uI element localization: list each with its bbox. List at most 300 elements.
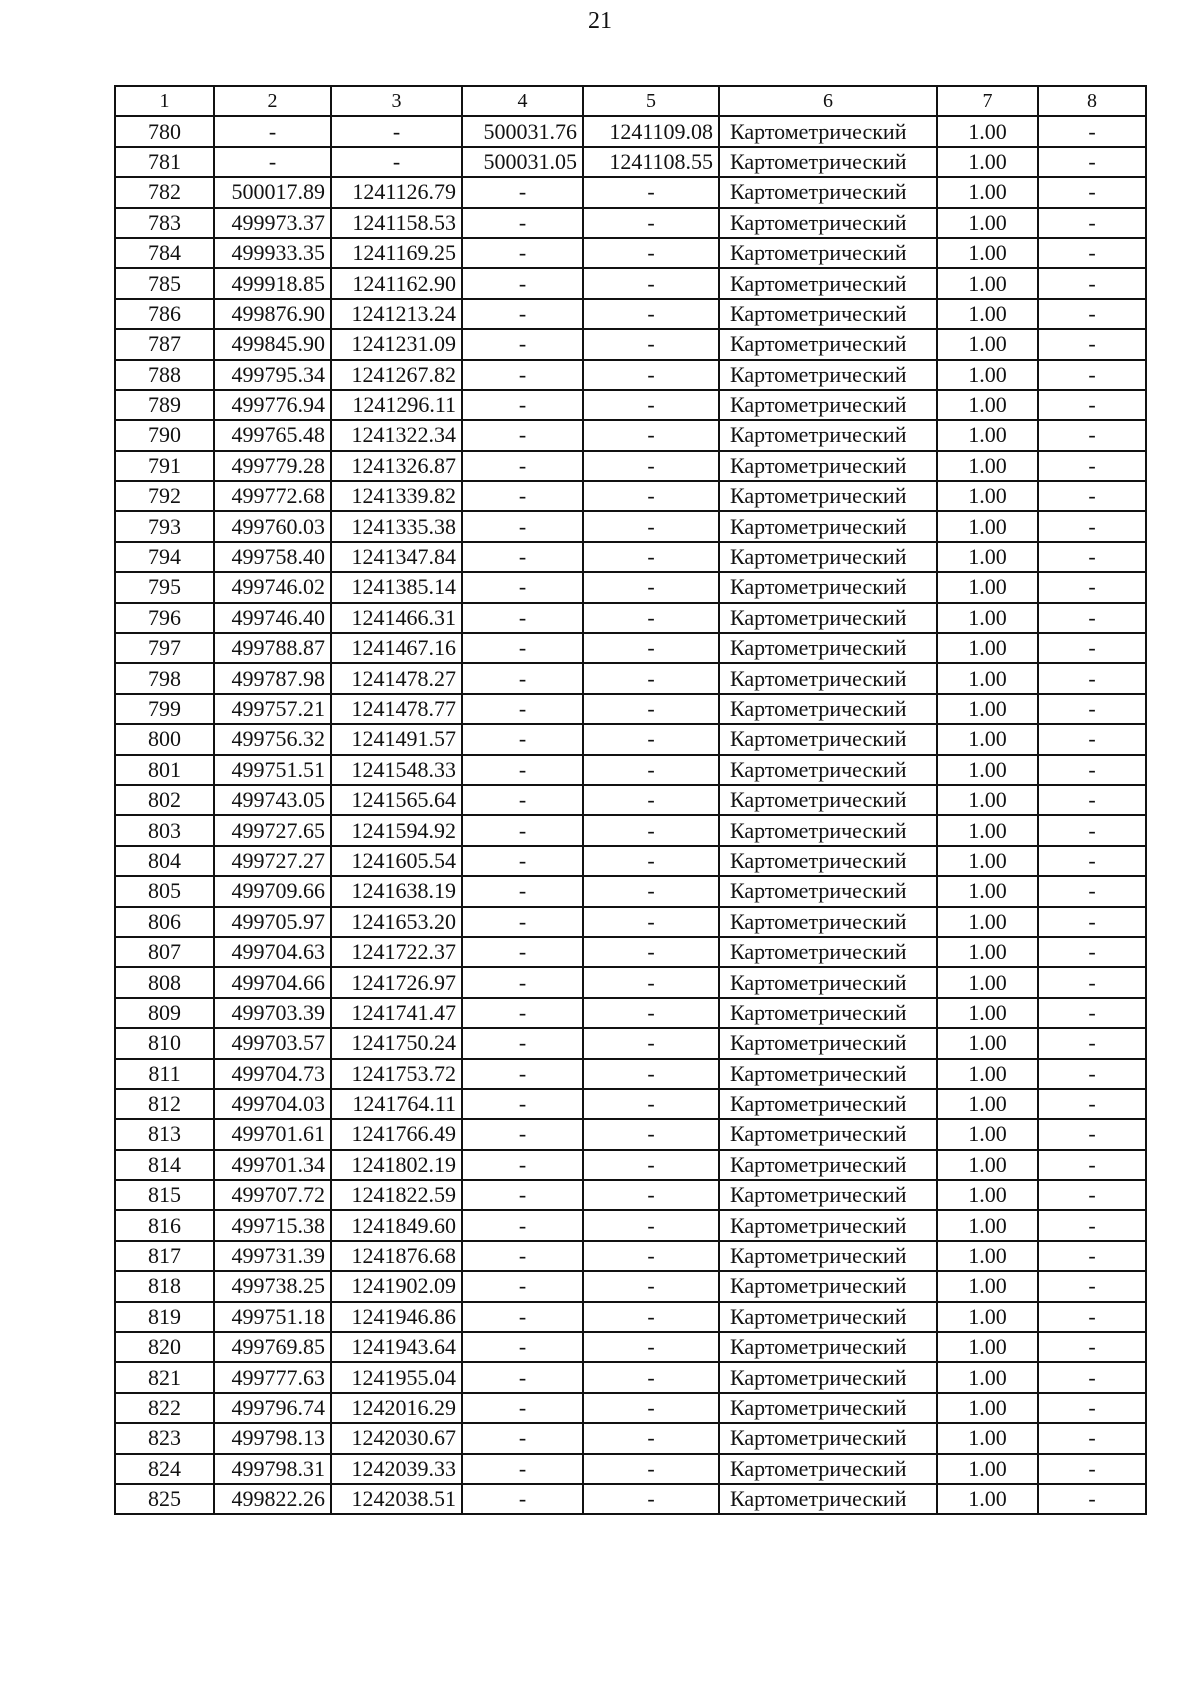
table-row — [115, 147, 1146, 177]
table-cell: 1.00 — [937, 238, 1038, 268]
table-cell: - — [1038, 937, 1146, 967]
table-cell: 803 — [115, 815, 214, 845]
table-cell: 1.00 — [937, 542, 1038, 572]
table-cell: - — [583, 268, 719, 298]
table-cell: - — [462, 299, 583, 329]
table-cell: - — [583, 1484, 719, 1514]
table-cell: - — [1038, 268, 1146, 298]
table-cell: 1.00 — [937, 1119, 1038, 1149]
table-cell: - — [583, 937, 719, 967]
table-cell: 1241802.19 — [331, 1150, 462, 1180]
table-row — [115, 451, 1146, 481]
table-cell: - — [1038, 663, 1146, 693]
table-row — [115, 1210, 1146, 1240]
table-cell: 1241822.59 — [331, 1180, 462, 1210]
table-cell: 499845.90 — [214, 329, 331, 359]
table-cell: - — [462, 238, 583, 268]
table-cell: Картометрический — [719, 1028, 937, 1058]
table-cell: - — [462, 268, 583, 298]
table-row — [115, 998, 1146, 1028]
table-cell: - — [1038, 907, 1146, 937]
table-row — [115, 1119, 1146, 1149]
table-cell: 1241638.19 — [331, 876, 462, 906]
table-cell: - — [462, 329, 583, 359]
table-cell: - — [1038, 1241, 1146, 1271]
table-row — [115, 1393, 1146, 1423]
table-cell: - — [1038, 208, 1146, 238]
table-cell: 1241849.60 — [331, 1210, 462, 1240]
table-cell: 499973.37 — [214, 208, 331, 238]
table-cell: - — [583, 542, 719, 572]
table-cell: 1241653.20 — [331, 907, 462, 937]
table-cell: - — [1038, 694, 1146, 724]
table-cell: - — [583, 1362, 719, 1392]
table-cell: 1241766.49 — [331, 1119, 462, 1149]
table-cell: 811 — [115, 1059, 214, 1089]
table-cell: - — [1038, 116, 1146, 146]
table-cell: - — [583, 724, 719, 754]
table-cell: - — [1038, 846, 1146, 876]
table-cell: - — [462, 785, 583, 815]
table-cell: 1241267.82 — [331, 360, 462, 390]
column-header: 1 — [115, 86, 214, 116]
table-cell: - — [462, 1241, 583, 1271]
table-row — [115, 1362, 1146, 1392]
table-cell: Картометрический — [719, 1180, 937, 1210]
table-cell: 817 — [115, 1241, 214, 1271]
table-row — [115, 937, 1146, 967]
table-row — [115, 663, 1146, 693]
table-cell: - — [1038, 360, 1146, 390]
table-cell: 1.00 — [937, 1241, 1038, 1271]
table-row — [115, 542, 1146, 572]
table-cell: 499765.48 — [214, 420, 331, 450]
table-cell: - — [1038, 1332, 1146, 1362]
table-cell: 499757.21 — [214, 694, 331, 724]
table-cell: 500031.76 — [462, 116, 583, 146]
table-cell: - — [462, 1362, 583, 1392]
table-cell: 1.00 — [937, 694, 1038, 724]
table-cell: Картометрический — [719, 299, 937, 329]
table-cell: - — [1038, 1393, 1146, 1423]
table-header-row — [115, 86, 1146, 116]
table-cell: - — [583, 1059, 719, 1089]
table-cell: - — [1038, 1089, 1146, 1119]
table-cell: 1.00 — [937, 663, 1038, 693]
table-cell: 1241339.82 — [331, 481, 462, 511]
table-row — [115, 1271, 1146, 1301]
table-cell: 806 — [115, 907, 214, 937]
table-row — [115, 1241, 1146, 1271]
table-cell: 500017.89 — [214, 177, 331, 207]
table-cell: - — [462, 360, 583, 390]
table-row — [115, 268, 1146, 298]
table-cell: Картометрический — [719, 846, 937, 876]
table-cell: 1.00 — [937, 846, 1038, 876]
table-cell: - — [1038, 1454, 1146, 1484]
table-cell: - — [583, 1119, 719, 1149]
table-row — [115, 238, 1146, 268]
table-cell: 1241478.27 — [331, 663, 462, 693]
table-cell: 1.00 — [937, 481, 1038, 511]
table-cell: Картометрический — [719, 1059, 937, 1089]
table-cell: 499727.65 — [214, 815, 331, 845]
table-cell: 1.00 — [937, 1059, 1038, 1089]
table-cell: 814 — [115, 1150, 214, 1180]
table-cell: 1.00 — [937, 177, 1038, 207]
table-cell: - — [583, 967, 719, 997]
table-cell: - — [583, 177, 719, 207]
table-cell: - — [331, 147, 462, 177]
table-row — [115, 1423, 1146, 1453]
table-cell: - — [1038, 998, 1146, 1028]
table-cell: 801 — [115, 755, 214, 785]
table-cell: - — [462, 1150, 583, 1180]
table-cell: Картометрический — [719, 572, 937, 602]
table-cell: 1.00 — [937, 1302, 1038, 1332]
table-cell: - — [583, 238, 719, 268]
table-row — [115, 299, 1146, 329]
table-row — [115, 785, 1146, 815]
table-cell: 499798.13 — [214, 1423, 331, 1453]
table-cell: 1241296.11 — [331, 390, 462, 420]
table-cell: - — [462, 694, 583, 724]
column-header: 6 — [719, 86, 937, 116]
table-cell: 499743.05 — [214, 785, 331, 815]
table-cell: 1241726.97 — [331, 967, 462, 997]
table-cell: - — [331, 116, 462, 146]
table-row — [115, 420, 1146, 450]
table-row — [115, 511, 1146, 541]
table-cell: 819 — [115, 1302, 214, 1332]
table-cell: 1241126.79 — [331, 177, 462, 207]
table-cell: Картометрический — [719, 177, 937, 207]
table-cell: 1.00 — [937, 815, 1038, 845]
table-cell: - — [1038, 755, 1146, 785]
table-cell: 499758.40 — [214, 542, 331, 572]
table-cell: 1241231.09 — [331, 329, 462, 359]
table-cell: 1.00 — [937, 724, 1038, 754]
table-cell: - — [1038, 1423, 1146, 1453]
table-cell: 809 — [115, 998, 214, 1028]
table-cell: - — [583, 390, 719, 420]
table-cell: 499795.34 — [214, 360, 331, 390]
table-cell: - — [583, 755, 719, 785]
table-cell: - — [583, 1302, 719, 1332]
table-cell: - — [1038, 1150, 1146, 1180]
table-cell: 499772.68 — [214, 481, 331, 511]
table-cell: - — [583, 876, 719, 906]
table-cell: 1.00 — [937, 451, 1038, 481]
table-cell: 1241108.55 — [583, 147, 719, 177]
table-cell: - — [462, 542, 583, 572]
table-cell: - — [583, 208, 719, 238]
column-header: 2 — [214, 86, 331, 116]
table-cell: - — [462, 511, 583, 541]
table-cell: 499746.40 — [214, 603, 331, 633]
table-cell: 499709.66 — [214, 876, 331, 906]
table-cell: - — [462, 451, 583, 481]
table-cell: Картометрический — [719, 876, 937, 906]
table-cell: 1241565.64 — [331, 785, 462, 815]
table-cell: - — [462, 1271, 583, 1301]
table-cell: - — [462, 1393, 583, 1423]
table-cell: 1241169.25 — [331, 238, 462, 268]
table-cell: - — [583, 1332, 719, 1362]
table-cell: - — [583, 1271, 719, 1301]
table-body — [115, 116, 1146, 1514]
table-cell: - — [583, 694, 719, 724]
table-cell: 1241753.72 — [331, 1059, 462, 1089]
table-cell: - — [1038, 572, 1146, 602]
table-cell: - — [1038, 420, 1146, 450]
table-cell: 1241548.33 — [331, 755, 462, 785]
column-header: 3 — [331, 86, 462, 116]
table-cell: 780 — [115, 116, 214, 146]
table-cell: 1241162.90 — [331, 268, 462, 298]
table-cell: 818 — [115, 1271, 214, 1301]
table-cell: 799 — [115, 694, 214, 724]
table-cell: Картометрический — [719, 329, 937, 359]
table-cell: 1241347.84 — [331, 542, 462, 572]
table-cell: 1.00 — [937, 1271, 1038, 1301]
table-cell: 499776.94 — [214, 390, 331, 420]
table-cell: 795 — [115, 572, 214, 602]
table-row — [115, 907, 1146, 937]
column-header: 4 — [462, 86, 583, 116]
table-cell: Картометрический — [719, 1089, 937, 1119]
table-cell: Картометрический — [719, 785, 937, 815]
table-cell: - — [1038, 1484, 1146, 1514]
table-row — [115, 390, 1146, 420]
table-cell: - — [583, 998, 719, 1028]
table-cell: Картометрический — [719, 907, 937, 937]
table-cell: 1241335.38 — [331, 511, 462, 541]
table-cell: - — [1038, 967, 1146, 997]
table-cell: - — [1038, 329, 1146, 359]
table-cell: - — [1038, 1302, 1146, 1332]
table-cell: 813 — [115, 1119, 214, 1149]
table-cell: 1.00 — [937, 420, 1038, 450]
table-cell: Картометрический — [719, 998, 937, 1028]
table-cell: Картометрический — [719, 694, 937, 724]
table-cell: 1.00 — [937, 633, 1038, 663]
table-cell: - — [583, 1241, 719, 1271]
table-cell: 789 — [115, 390, 214, 420]
table-cell: 499876.90 — [214, 299, 331, 329]
table-cell: 794 — [115, 542, 214, 572]
table-cell: 500031.05 — [462, 147, 583, 177]
table-cell: 1.00 — [937, 967, 1038, 997]
table-cell: 1.00 — [937, 876, 1038, 906]
table-cell: - — [583, 1028, 719, 1058]
table-cell: Картометрический — [719, 1302, 937, 1332]
table-cell: 499760.03 — [214, 511, 331, 541]
table-cell: - — [1038, 1271, 1146, 1301]
table-cell: 1241955.04 — [331, 1362, 462, 1392]
column-header: 7 — [937, 86, 1038, 116]
table-cell: - — [583, 1423, 719, 1453]
table-cell: - — [583, 603, 719, 633]
table-cell: - — [583, 907, 719, 937]
table-cell: 1.00 — [937, 603, 1038, 633]
table-row — [115, 360, 1146, 390]
table-cell: 810 — [115, 1028, 214, 1058]
table-cell: - — [1038, 785, 1146, 815]
table-cell: Картометрический — [719, 238, 937, 268]
table-cell: - — [462, 603, 583, 633]
table-cell: - — [583, 1454, 719, 1484]
table-cell: 499707.72 — [214, 1180, 331, 1210]
table-cell: 1241876.68 — [331, 1241, 462, 1271]
table-cell: 1.00 — [937, 1210, 1038, 1240]
table-cell: 786 — [115, 299, 214, 329]
table-cell: - — [583, 511, 719, 541]
table-cell: 499738.25 — [214, 1271, 331, 1301]
table-cell: 822 — [115, 1393, 214, 1423]
table-cell: 499715.38 — [214, 1210, 331, 1240]
table-cell: 1.00 — [937, 329, 1038, 359]
table-cell: - — [462, 663, 583, 693]
table-row — [115, 1302, 1146, 1332]
table-cell: 1241750.24 — [331, 1028, 462, 1058]
table-cell: 1.00 — [937, 998, 1038, 1028]
table-row — [115, 1332, 1146, 1362]
table-cell: Картометрический — [719, 481, 937, 511]
table-cell: - — [583, 360, 719, 390]
table-cell: - — [462, 1089, 583, 1119]
table-cell: 824 — [115, 1454, 214, 1484]
table-cell: 807 — [115, 937, 214, 967]
table-cell: - — [462, 1302, 583, 1332]
table-cell: - — [583, 1393, 719, 1423]
table-cell: - — [462, 208, 583, 238]
table-row — [115, 1089, 1146, 1119]
table-cell: 1241764.11 — [331, 1089, 462, 1119]
table-cell: - — [1038, 603, 1146, 633]
table-cell: 792 — [115, 481, 214, 511]
table-cell: Картометрический — [719, 1271, 937, 1301]
table-cell: 787 — [115, 329, 214, 359]
table-cell: 802 — [115, 785, 214, 815]
table-cell: 499779.28 — [214, 451, 331, 481]
table-cell: - — [583, 481, 719, 511]
table-cell: 1.00 — [937, 907, 1038, 937]
table-row — [115, 694, 1146, 724]
table-cell: Картометрический — [719, 1332, 937, 1362]
table-cell: 499746.02 — [214, 572, 331, 602]
table-cell: - — [1038, 1028, 1146, 1058]
table-cell: - — [462, 937, 583, 967]
table-row — [115, 481, 1146, 511]
table-cell: 499751.18 — [214, 1302, 331, 1332]
table-row — [115, 846, 1146, 876]
table-cell: Картометрический — [719, 268, 937, 298]
table-cell: Картометрический — [719, 1484, 937, 1514]
table-cell: 1241158.53 — [331, 208, 462, 238]
table-cell: - — [1038, 1119, 1146, 1149]
table-cell: - — [1038, 238, 1146, 268]
table-cell: 816 — [115, 1210, 214, 1240]
table-cell: 1.00 — [937, 390, 1038, 420]
table-cell: 1241478.77 — [331, 694, 462, 724]
table-cell: 781 — [115, 147, 214, 177]
table-cell: - — [583, 1210, 719, 1240]
table-row — [115, 1028, 1146, 1058]
table-cell: 499704.73 — [214, 1059, 331, 1089]
table-cell: - — [462, 481, 583, 511]
table-cell: 1241594.92 — [331, 815, 462, 845]
table-cell: 1.00 — [937, 116, 1038, 146]
table-cell: 1241943.64 — [331, 1332, 462, 1362]
table-cell: 1.00 — [937, 1028, 1038, 1058]
table-cell: Картометрический — [719, 1454, 937, 1484]
table-cell: - — [583, 420, 719, 450]
table-row — [115, 633, 1146, 663]
table-cell: 1241326.87 — [331, 451, 462, 481]
table-cell: - — [462, 390, 583, 420]
table-cell: Картометрический — [719, 1241, 937, 1271]
table-cell: - — [1038, 1210, 1146, 1240]
table-cell: Картометрический — [719, 1423, 937, 1453]
table-cell: - — [583, 1150, 719, 1180]
table-row — [115, 967, 1146, 997]
table-cell: 1241467.16 — [331, 633, 462, 663]
table-cell: 785 — [115, 268, 214, 298]
table-row — [115, 603, 1146, 633]
table-cell: - — [462, 1059, 583, 1089]
table-row — [115, 755, 1146, 785]
table-cell: Картометрический — [719, 451, 937, 481]
table-cell: Картометрический — [719, 1119, 937, 1149]
column-header: 8 — [1038, 86, 1146, 116]
table-cell: 499727.27 — [214, 846, 331, 876]
table-cell: Картометрический — [719, 542, 937, 572]
table-cell: Картометрический — [719, 208, 937, 238]
table-cell: 798 — [115, 663, 214, 693]
table-cell: 1.00 — [937, 1362, 1038, 1392]
table-cell: - — [462, 1484, 583, 1514]
table-cell: 1.00 — [937, 268, 1038, 298]
page-number: 21 — [588, 8, 612, 34]
table-cell: Картометрический — [719, 116, 937, 146]
table-cell: - — [462, 572, 583, 602]
table-cell: - — [462, 967, 583, 997]
table-cell: Картометрический — [719, 724, 937, 754]
table-cell: - — [1038, 1362, 1146, 1392]
table-cell: - — [462, 177, 583, 207]
table-cell: 499798.31 — [214, 1454, 331, 1484]
table-row — [115, 208, 1146, 238]
table-cell: 782 — [115, 177, 214, 207]
table-cell: - — [214, 116, 331, 146]
table-cell: 1242038.51 — [331, 1484, 462, 1514]
table-cell: - — [462, 755, 583, 785]
table-cell: 791 — [115, 451, 214, 481]
table-cell: 1.00 — [937, 1484, 1038, 1514]
table-cell: 825 — [115, 1484, 214, 1514]
table-cell: - — [583, 785, 719, 815]
table-row — [115, 177, 1146, 207]
table-cell: 1.00 — [937, 1423, 1038, 1453]
table-cell: - — [462, 1119, 583, 1149]
table-cell: 815 — [115, 1180, 214, 1210]
table-cell: - — [1038, 390, 1146, 420]
table-cell: 1.00 — [937, 1180, 1038, 1210]
table-cell: - — [1038, 511, 1146, 541]
table-cell: 804 — [115, 846, 214, 876]
table-cell: 499703.57 — [214, 1028, 331, 1058]
